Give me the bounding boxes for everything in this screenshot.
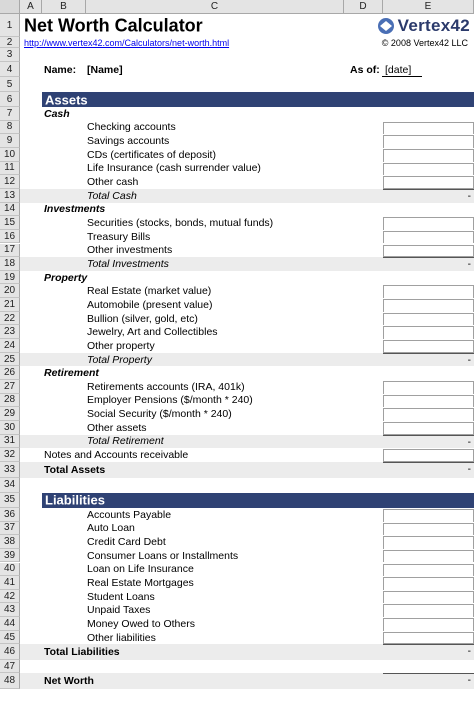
row-number[interactable]: 17 <box>0 244 20 258</box>
copyright-text: © 2008 Vertex42 LLC <box>381 37 468 48</box>
cash-item-row <box>0 121 474 135</box>
row-cells <box>20 62 474 77</box>
as-of-value: [date] <box>385 63 412 76</box>
row-number[interactable]: 3 <box>0 48 20 62</box>
retirement-total-label: Total Retirement <box>87 435 164 448</box>
investments-label: Investments <box>44 203 106 216</box>
amount-input-cell[interactable] <box>383 245 474 258</box>
row-cells <box>20 37 474 48</box>
row-cells <box>20 325 474 339</box>
property-item-row <box>0 298 474 312</box>
row-number[interactable]: 45 <box>0 631 20 645</box>
logo-text: Vertex42 <box>397 15 470 35</box>
total-value-cell: - <box>383 189 474 203</box>
liability-item-row <box>0 617 474 631</box>
liability-item-row <box>0 563 474 577</box>
retirement-label: Retirement <box>44 367 99 380</box>
row-number[interactable]: 27 <box>0 380 20 394</box>
name-value: [Name] <box>87 63 123 76</box>
row-cells <box>20 203 474 217</box>
select-all-corner[interactable] <box>0 0 20 14</box>
row-number[interactable]: 8 <box>0 121 20 135</box>
row-cells <box>20 435 474 449</box>
row-cells <box>20 134 474 148</box>
row-number[interactable]: 19 <box>0 271 20 285</box>
row-number[interactable]: 48 <box>0 673 20 689</box>
liability-item-label: Real Estate Mortgages <box>87 576 194 589</box>
row-cells <box>20 563 474 577</box>
amount-input-cell[interactable] <box>383 550 474 563</box>
row-cells <box>20 162 474 176</box>
amount-input-cell[interactable] <box>383 326 474 339</box>
row-number[interactable]: 43 <box>0 603 20 617</box>
row-cells <box>20 535 474 549</box>
amount-input-cell[interactable] <box>383 632 474 645</box>
row-cells <box>20 175 474 189</box>
retirement-item-label: Other assets <box>87 421 147 434</box>
liability-item-label: Student Loans <box>87 590 155 603</box>
row-cells <box>20 421 474 435</box>
row-number[interactable]: 12 <box>0 175 20 189</box>
row-number[interactable]: 14 <box>0 203 20 217</box>
name-row <box>0 62 474 77</box>
row-cells <box>20 617 474 631</box>
total-liabilities-label: Total Liabilities <box>44 646 120 659</box>
investments-item-row <box>0 230 474 244</box>
cash-item-label: Checking accounts <box>87 121 176 134</box>
row-cells <box>20 312 474 326</box>
amount-input-cell[interactable] <box>383 422 474 435</box>
row-cells <box>20 508 474 522</box>
cash-total-row <box>0 189 474 203</box>
row-number[interactable]: 2 <box>0 37 20 48</box>
property-item-label: Real Estate (market value) <box>87 285 212 298</box>
row-number[interactable]: 24 <box>0 339 20 353</box>
row-number[interactable]: 46 <box>0 644 20 660</box>
row-number[interactable]: 9 <box>0 134 20 148</box>
row-number[interactable]: 10 <box>0 148 20 162</box>
row-cells <box>20 673 474 689</box>
amount-input-cell[interactable] <box>383 285 474 298</box>
property-header-row <box>0 271 474 285</box>
row-number[interactable]: 25 <box>0 353 20 367</box>
total-value-cell: - <box>383 673 474 689</box>
row-number[interactable]: 21 <box>0 298 20 312</box>
amount-input-cell[interactable] <box>383 449 474 462</box>
column-header-b[interactable]: B <box>42 0 86 14</box>
retirement-item-label: Retirements accounts (IRA, 401k) <box>87 380 245 393</box>
liability-item-row <box>0 522 474 536</box>
total-value-cell: - <box>383 644 474 660</box>
row-cells <box>20 631 474 645</box>
investments-item-row <box>0 216 474 230</box>
retirement-total-row <box>0 435 474 449</box>
amount-input-cell[interactable] <box>383 395 474 408</box>
amount-input-cell[interactable] <box>383 577 474 590</box>
cash-header-row <box>0 107 474 121</box>
retirement-item-row <box>0 421 474 435</box>
row-number[interactable]: 7 <box>0 107 20 121</box>
retirement-item-row <box>0 380 474 394</box>
cash-item-label: Other cash <box>87 176 139 189</box>
assets-header: Assets <box>45 92 88 107</box>
liability-item-row <box>0 576 474 590</box>
property-total-row <box>0 353 474 367</box>
investments-item-label: Treasury Bills <box>87 230 151 243</box>
investments-header-row <box>0 203 474 217</box>
name-label: Name: <box>44 63 77 76</box>
row-cells <box>20 257 474 271</box>
blank-row <box>0 48 474 62</box>
liability-item-label: Money Owed to Others <box>87 617 195 630</box>
row-number[interactable]: 28 <box>0 394 20 408</box>
amount-input-cell[interactable] <box>383 313 474 326</box>
row-number[interactable]: 4 <box>0 62 20 77</box>
amount-input-cell[interactable] <box>383 217 474 230</box>
row-number[interactable]: 22 <box>0 312 20 326</box>
liability-item-row <box>0 631 474 645</box>
row-cells <box>20 48 474 62</box>
liability-item-label: Accounts Payable <box>87 508 172 521</box>
retirement-item-row <box>0 407 474 421</box>
cash-label: Cash <box>44 107 70 120</box>
row-number[interactable]: 30 <box>0 421 20 435</box>
row-number[interactable]: 44 <box>0 617 20 631</box>
row-number[interactable]: 16 <box>0 230 20 244</box>
column-header-c[interactable]: C <box>86 0 344 14</box>
retirement-header-row <box>0 366 474 380</box>
title-row <box>0 14 474 37</box>
amount-input-cell[interactable] <box>383 122 474 135</box>
notes-receivable-row <box>0 448 474 462</box>
row-cells <box>20 493 474 508</box>
row-cells <box>20 590 474 604</box>
investments-item-label: Other investments <box>87 244 173 257</box>
as-of-label: As of: <box>350 63 380 76</box>
row-cells <box>20 549 474 563</box>
cash-item-row <box>0 134 474 148</box>
amount-input-cell[interactable] <box>383 591 474 604</box>
row-number[interactable]: 13 <box>0 189 20 203</box>
row-cells <box>20 92 474 107</box>
row-cells <box>20 380 474 394</box>
liability-item-label: Consumer Loans or Installments <box>87 549 239 562</box>
investments-total-row <box>0 257 474 271</box>
property-item-label: Automobile (present value) <box>87 298 213 311</box>
amount-input-cell[interactable] <box>383 163 474 176</box>
logo-icon <box>377 17 395 35</box>
amount-input-cell[interactable] <box>383 135 474 148</box>
cash-item-label: Savings accounts <box>87 135 170 148</box>
amount-input-cell[interactable] <box>383 381 474 394</box>
amount-input-cell[interactable] <box>383 564 474 577</box>
liability-item-label: Other liabilities <box>87 631 156 644</box>
row-cells <box>20 603 474 617</box>
amount-input-cell[interactable] <box>383 176 474 189</box>
property-item-label: Bullion (silver, gold, etc) <box>87 312 198 325</box>
row-cells <box>20 576 474 590</box>
liability-item-row <box>0 603 474 617</box>
row-cells <box>20 271 474 285</box>
property-item-row <box>0 284 474 298</box>
cash-item-label: Life Insurance (cash surrender value) <box>87 162 261 175</box>
row-cells <box>20 339 474 353</box>
amount-input-cell[interactable] <box>383 536 474 549</box>
property-item-row <box>0 312 474 326</box>
cash-item-row <box>0 148 474 162</box>
vertex42-logo <box>377 15 470 36</box>
property-item-label: Other property <box>87 339 155 352</box>
row-number[interactable]: 37 <box>0 522 20 536</box>
investments-item-label: Securities (stocks, bonds, mutual funds) <box>87 217 274 229</box>
retirement-item-label: Employer Pensions ($/month * 240) <box>87 394 253 407</box>
row-number[interactable]: 15 <box>0 216 20 230</box>
row-number[interactable]: 11 <box>0 162 20 176</box>
row-cells <box>20 366 474 380</box>
net-worth-label: Net Worth <box>44 675 94 688</box>
row-number[interactable]: 36 <box>0 508 20 522</box>
row-cells <box>20 121 474 135</box>
row-number[interactable]: 33 <box>0 462 20 478</box>
row-number[interactable]: 31 <box>0 435 20 449</box>
row-number[interactable]: 20 <box>0 284 20 298</box>
amount-input-cell[interactable] <box>383 523 474 536</box>
blank-row <box>0 660 474 673</box>
liabilities-header-bar <box>42 493 474 508</box>
amount-input-cell[interactable] <box>383 604 474 617</box>
row-number[interactable]: 6 <box>0 92 20 107</box>
row-number[interactable]: 23 <box>0 325 20 339</box>
net-worth-row <box>0 673 474 689</box>
liabilities-header-row <box>0 493 474 508</box>
row-number[interactable]: 29 <box>0 407 20 421</box>
row-number[interactable]: 39 <box>0 549 20 563</box>
cash-total-label: Total Cash <box>87 189 137 202</box>
cash-item-label: CDs (certificates of deposit) <box>87 148 216 161</box>
row-number[interactable]: 1 <box>0 14 20 37</box>
column-header-d[interactable]: D <box>344 0 383 14</box>
cash-item-row <box>0 162 474 176</box>
link-row <box>0 37 474 48</box>
row-cells <box>20 478 474 493</box>
assets-header-bar <box>42 92 474 107</box>
liability-item-label: Loan on Life Insurance <box>87 563 194 576</box>
liability-item-row <box>0 549 474 563</box>
row-cells <box>20 107 474 121</box>
blank-row <box>0 478 474 493</box>
row-number[interactable]: 5 <box>0 77 20 92</box>
liabilities-header: Liabilities <box>45 492 105 508</box>
row-cells <box>20 77 474 92</box>
row-cells <box>20 448 474 462</box>
notes-receivable-label: Notes and Accounts receivable <box>44 449 189 462</box>
retirement-item-label: Social Security ($/month * 240) <box>87 408 232 421</box>
row-cells <box>20 298 474 312</box>
total-liabilities-row <box>0 644 474 660</box>
property-item-row <box>0 339 474 353</box>
liability-item-label: Auto Loan <box>87 522 135 535</box>
row-cells <box>20 462 474 478</box>
liability-item-label: Unpaid Taxes <box>87 604 151 617</box>
row-number[interactable]: 40 <box>0 563 20 577</box>
column-header-e[interactable]: E <box>383 0 474 14</box>
row-number[interactable]: 35 <box>0 493 20 508</box>
row-cells <box>20 284 474 298</box>
cash-item-row <box>0 175 474 189</box>
row-number[interactable]: 41 <box>0 576 20 590</box>
row-number[interactable]: 47 <box>0 660 20 673</box>
row-cells <box>20 244 474 258</box>
liability-item-row <box>0 508 474 522</box>
amount-input-cell[interactable] <box>383 149 474 162</box>
total-assets-row <box>0 462 474 478</box>
row-cells <box>20 660 474 673</box>
row-number[interactable]: 18 <box>0 257 20 271</box>
property-item-label: Jewelry, Art and Collectibles <box>87 326 218 339</box>
blank-row <box>0 77 474 92</box>
row-cells <box>20 216 474 230</box>
calculator-link[interactable]: http://www.vertex42.com/Calculators/net-worth.html <box>24 37 230 48</box>
row-number[interactable]: 34 <box>0 478 20 493</box>
property-item-row <box>0 325 474 339</box>
row-number[interactable]: 26 <box>0 366 20 380</box>
row-number[interactable]: 32 <box>0 448 20 462</box>
investments-item-row <box>0 244 474 258</box>
amount-input-cell[interactable] <box>383 408 474 421</box>
row-cells <box>20 394 474 408</box>
amount-input-cell[interactable] <box>383 299 474 312</box>
row-number[interactable]: 38 <box>0 535 20 549</box>
investments-total-label: Total Investments <box>87 257 169 270</box>
amount-input-cell[interactable] <box>383 618 474 631</box>
row-cells <box>20 407 474 421</box>
amount-input-cell[interactable] <box>383 231 474 244</box>
assets-header-row <box>0 92 474 107</box>
total-value-cell: - <box>383 435 474 449</box>
page-title: Net Worth Calculator <box>24 15 203 35</box>
property-total-label: Total Property <box>87 353 152 366</box>
row-cells <box>20 230 474 244</box>
amount-input-cell[interactable] <box>383 340 474 353</box>
row-cells <box>20 522 474 536</box>
property-label: Property <box>44 271 88 284</box>
total-value-cell: - <box>383 257 474 271</box>
total-value-cell: - <box>383 462 474 478</box>
total-value-cell: - <box>383 353 474 367</box>
total-assets-label: Total Assets <box>44 463 106 476</box>
row-cells <box>20 189 474 203</box>
retirement-item-row <box>0 394 474 408</box>
liability-item-label: Credit Card Debt <box>87 536 166 548</box>
row-cells <box>20 148 474 162</box>
column-header-a[interactable]: A <box>20 0 42 14</box>
liability-item-row <box>0 535 474 549</box>
amount-input-cell[interactable] <box>383 509 474 522</box>
row-cells <box>20 353 474 367</box>
liability-item-row <box>0 590 474 604</box>
row-cells <box>20 14 474 37</box>
row-cells <box>20 644 474 660</box>
row-number[interactable]: 42 <box>0 590 20 604</box>
